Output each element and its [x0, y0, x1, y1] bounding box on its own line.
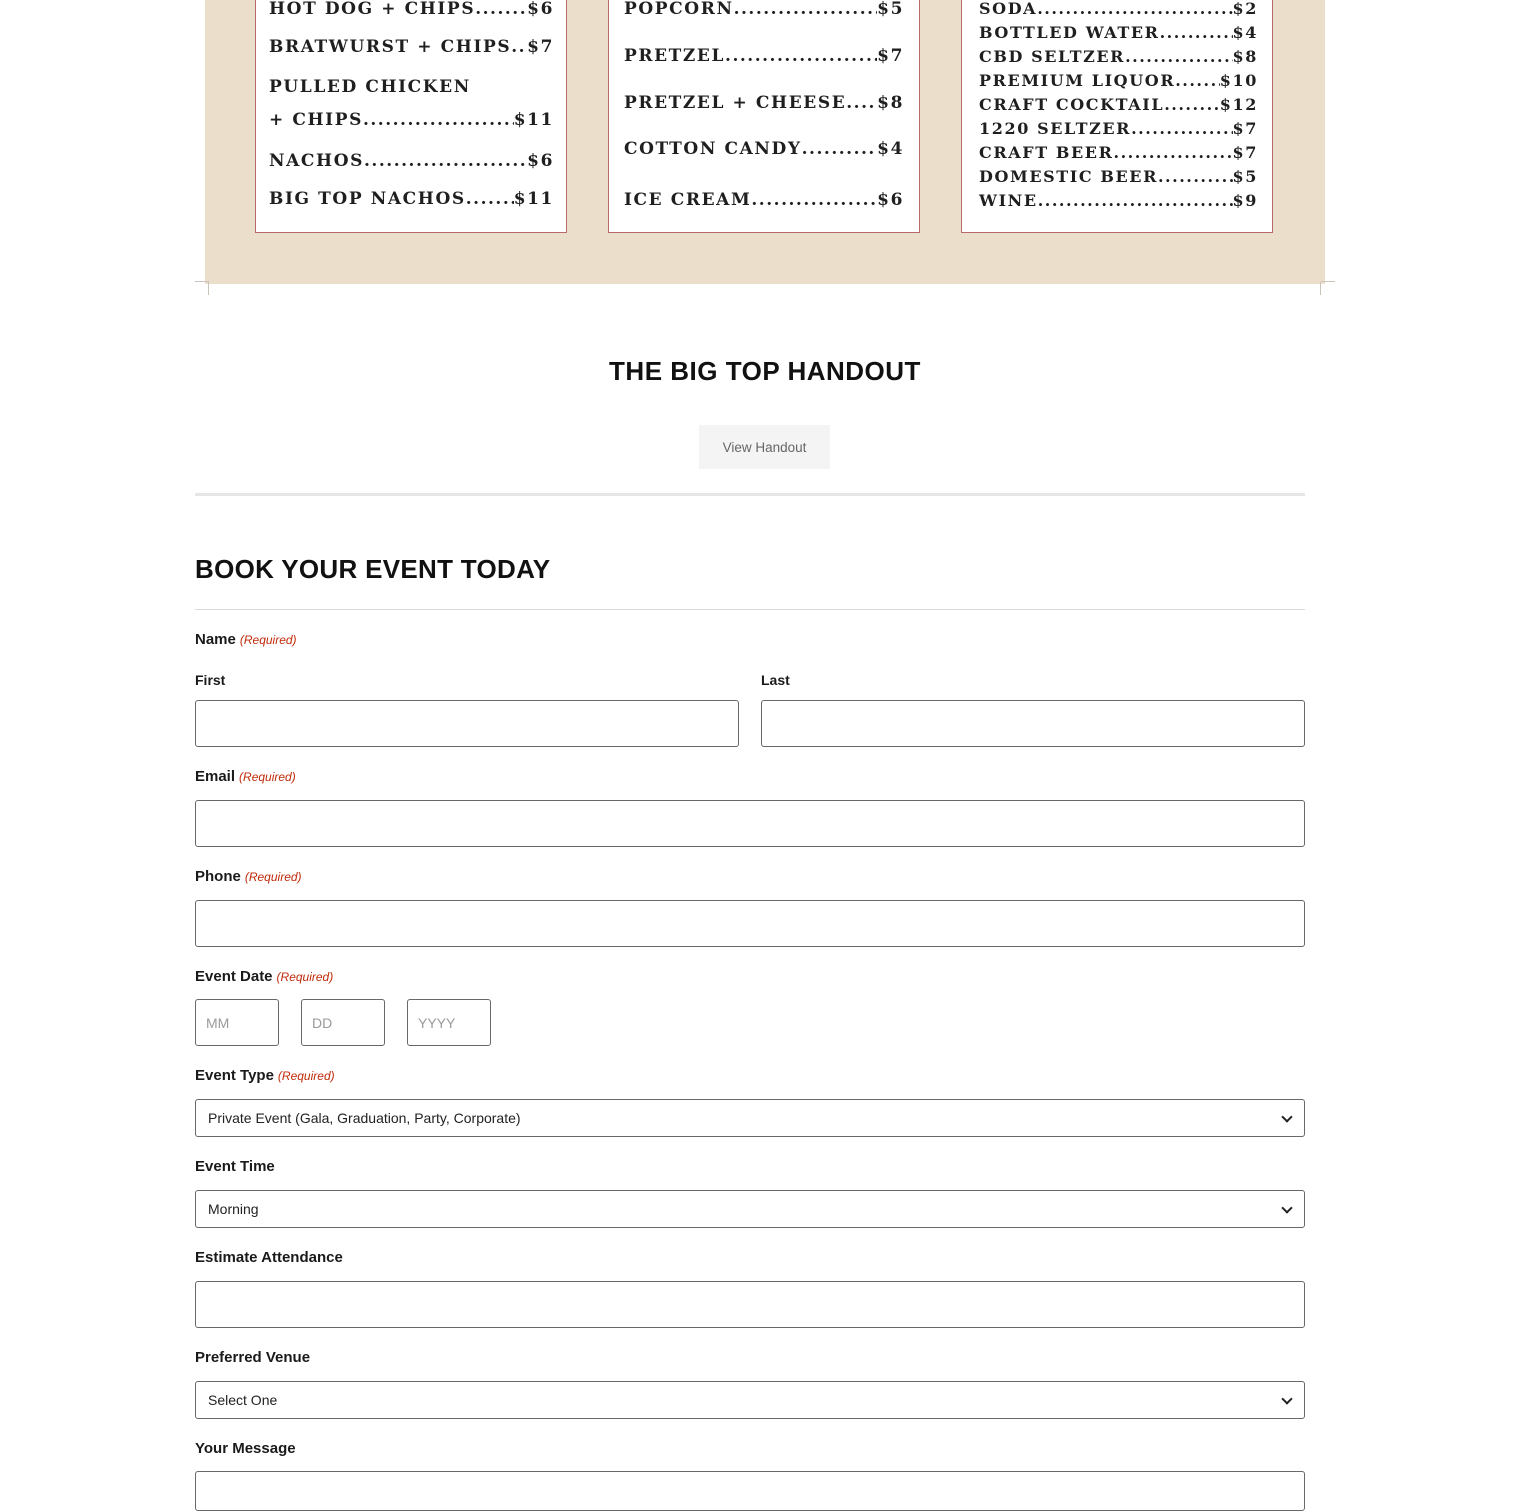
- crop-mark: [1320, 282, 1321, 295]
- menu-item: PRETZEL ..... $7: [624, 46, 904, 66]
- menu-item: BRATWURST + CHIPS ..... $7: [269, 37, 554, 57]
- menu-card-food: [255, 0, 567, 233]
- event-time-label: Event Time: [195, 1158, 275, 1175]
- menu-item: SODA ..... $2: [979, 0, 1258, 18]
- email-label: Email (Required): [195, 768, 296, 785]
- phone-field[interactable]: [195, 900, 1305, 947]
- divider: [195, 493, 1305, 496]
- required-indicator: (Required): [244, 870, 302, 884]
- message-label: Your Message: [195, 1440, 296, 1457]
- attendance-input[interactable]: [195, 1281, 1305, 1328]
- form-title: BOOK YOUR EVENT TODAY: [195, 554, 551, 584]
- crop-mark: [195, 281, 209, 282]
- menu-item: PREMIUM LIQUOR ..... $10: [979, 71, 1258, 90]
- required-indicator: (Required): [239, 770, 296, 784]
- venue-label: Preferred Venue: [195, 1349, 311, 1366]
- menu-card-drinks: [961, 0, 1273, 233]
- venue-select[interactable]: [195, 1381, 1305, 1419]
- last-name-label: Last: [761, 672, 790, 688]
- event-type-selected: Private Event (Gala, Graduation, Party, Corporate): [208, 1110, 521, 1126]
- menu-item: PULLED CHICKEN + CHIPS ..... $11: [269, 77, 554, 130]
- menu-item: COTTON CANDY ..... $4: [624, 139, 904, 159]
- event-time-selected: Morning: [208, 1201, 259, 1217]
- event-type-select[interactable]: [195, 1099, 1305, 1137]
- menu-item: 1220 SELTZER ..... $7: [979, 119, 1258, 138]
- first-name-input[interactable]: [195, 700, 739, 747]
- menu-item: CRAFT COCKTAIL ..... $12: [979, 95, 1258, 114]
- menu-item: NACHOS ..... $6: [269, 151, 554, 171]
- event-date-day-input[interactable]: [301, 999, 385, 1046]
- menu-item: BIG TOP NACHOS ..... $11: [269, 189, 554, 209]
- menu-item: DOMESTIC BEER ..... $5: [979, 167, 1258, 186]
- menu-item: WINE ..... $9: [979, 191, 1258, 210]
- menu-item: PRETZEL + CHEESE ..... $8: [624, 93, 904, 113]
- name-label: Name (Required): [195, 631, 297, 648]
- chevron-down-icon: [1282, 1113, 1292, 1123]
- handout-title: THE BIG TOP HANDOUT: [609, 356, 921, 386]
- email-field[interactable]: [195, 800, 1305, 847]
- menu-item: CBD SELTZER ..... $8: [979, 47, 1258, 66]
- required-indicator: (Required): [276, 970, 334, 984]
- message-textarea[interactable]: [195, 1471, 1305, 1511]
- menu-item: HOT DOG + CHIPS ..... $6: [269, 0, 554, 19]
- menu-item: ICE CREAM ..... $6: [624, 190, 904, 210]
- chevron-down-icon: [1282, 1395, 1292, 1405]
- phone-label: Phone (Required): [195, 868, 302, 885]
- menu-item: CRAFT BEER ..... $7: [979, 143, 1258, 162]
- crop-mark: [1321, 281, 1335, 282]
- first-name-label: First: [195, 672, 226, 688]
- menu-card-snacks: [608, 0, 920, 233]
- last-name-input[interactable]: [761, 700, 1305, 747]
- event-date-month-input[interactable]: [195, 999, 279, 1046]
- menu-item: BOTTLED WATER ..... $4: [979, 23, 1258, 42]
- event-date-year-input[interactable]: [407, 999, 491, 1046]
- menu-item: POPCORN ..... $5: [624, 0, 904, 19]
- crop-mark: [208, 282, 209, 295]
- attendance-label: Estimate Attendance: [195, 1249, 343, 1266]
- required-indicator: (Required): [239, 633, 297, 647]
- divider: [195, 609, 1305, 610]
- event-type-label: Event Type (Required): [195, 1067, 335, 1084]
- required-indicator: (Required): [277, 1069, 335, 1083]
- event-date-label: Event Date (Required): [195, 968, 334, 985]
- view-handout-button[interactable]: View Handout: [699, 425, 830, 469]
- venue-selected: Select One: [208, 1392, 278, 1408]
- chevron-down-icon: [1282, 1204, 1292, 1214]
- event-time-select[interactable]: [195, 1190, 1305, 1228]
